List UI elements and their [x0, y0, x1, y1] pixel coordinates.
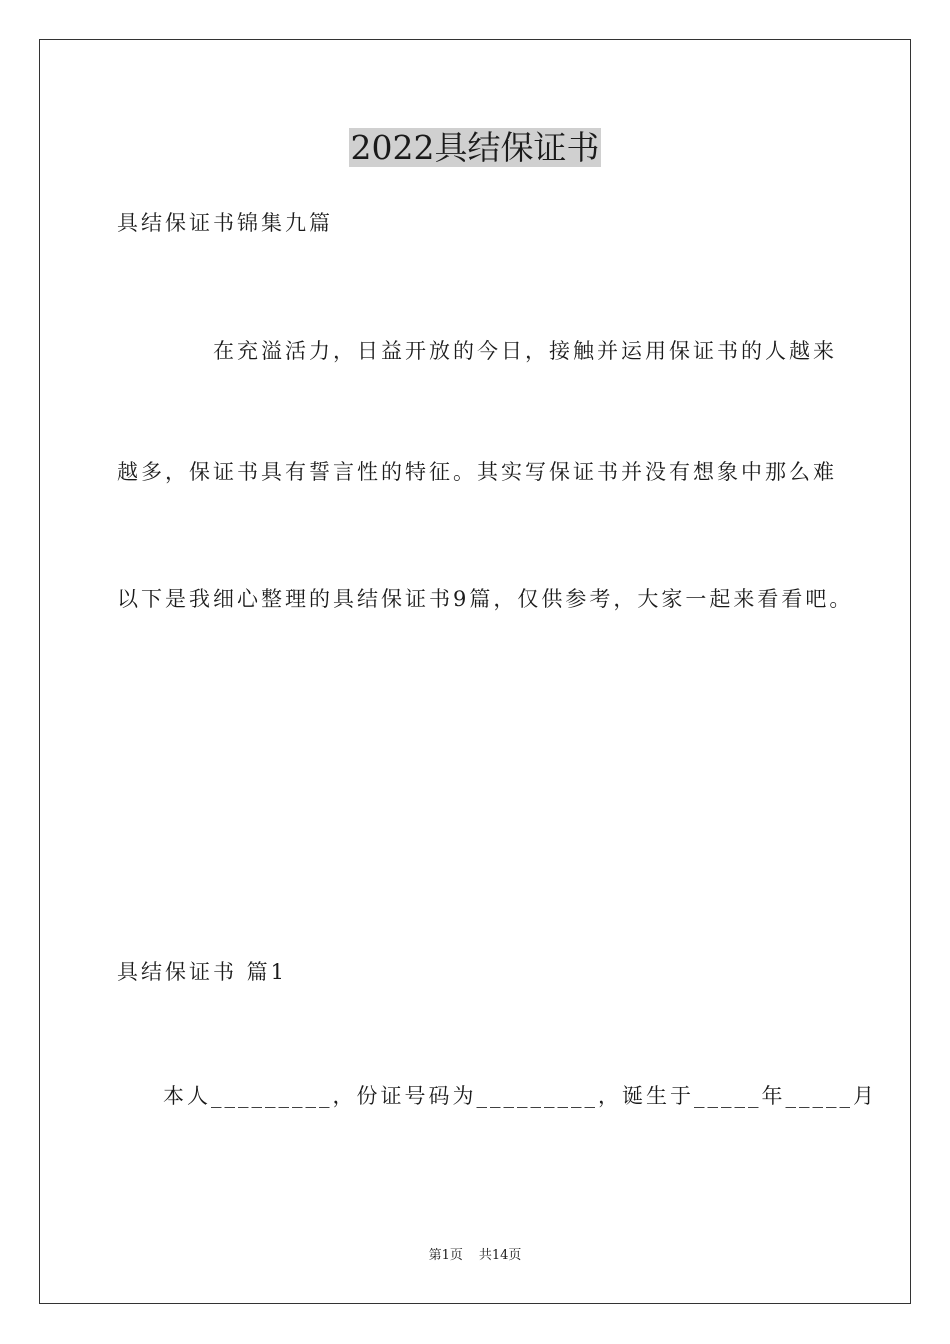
document-title [0, 126, 950, 170]
intro-paragraph-line-2: 越多，保证书具有誓言性的特征。其实写保证书并没有想象中那么难 [117, 460, 837, 484]
body-line-1: 本人_________，份证号码为_________，诞生于_____年_____月 [163, 1084, 877, 1108]
section-heading: 具结保证书 篇1 [117, 960, 288, 984]
page-number-total: 共14页 [478, 1248, 522, 1263]
intro-paragraph-line-1: 在充溢活力，日益开放的今日，接触并运用保证书的人越来 [213, 339, 837, 363]
intro-paragraph-line-3: 以下是我细心整理的具结保证书9篇，仅供参考，大家一起来看看吧。 [117, 587, 854, 611]
document-title-text: 2022具结保证书 [350, 128, 600, 167]
page-number-current: 第1页 [428, 1248, 463, 1263]
page-footer [0, 1247, 950, 1265]
document-subtitle: 具结保证书锦集九篇 [117, 211, 333, 235]
